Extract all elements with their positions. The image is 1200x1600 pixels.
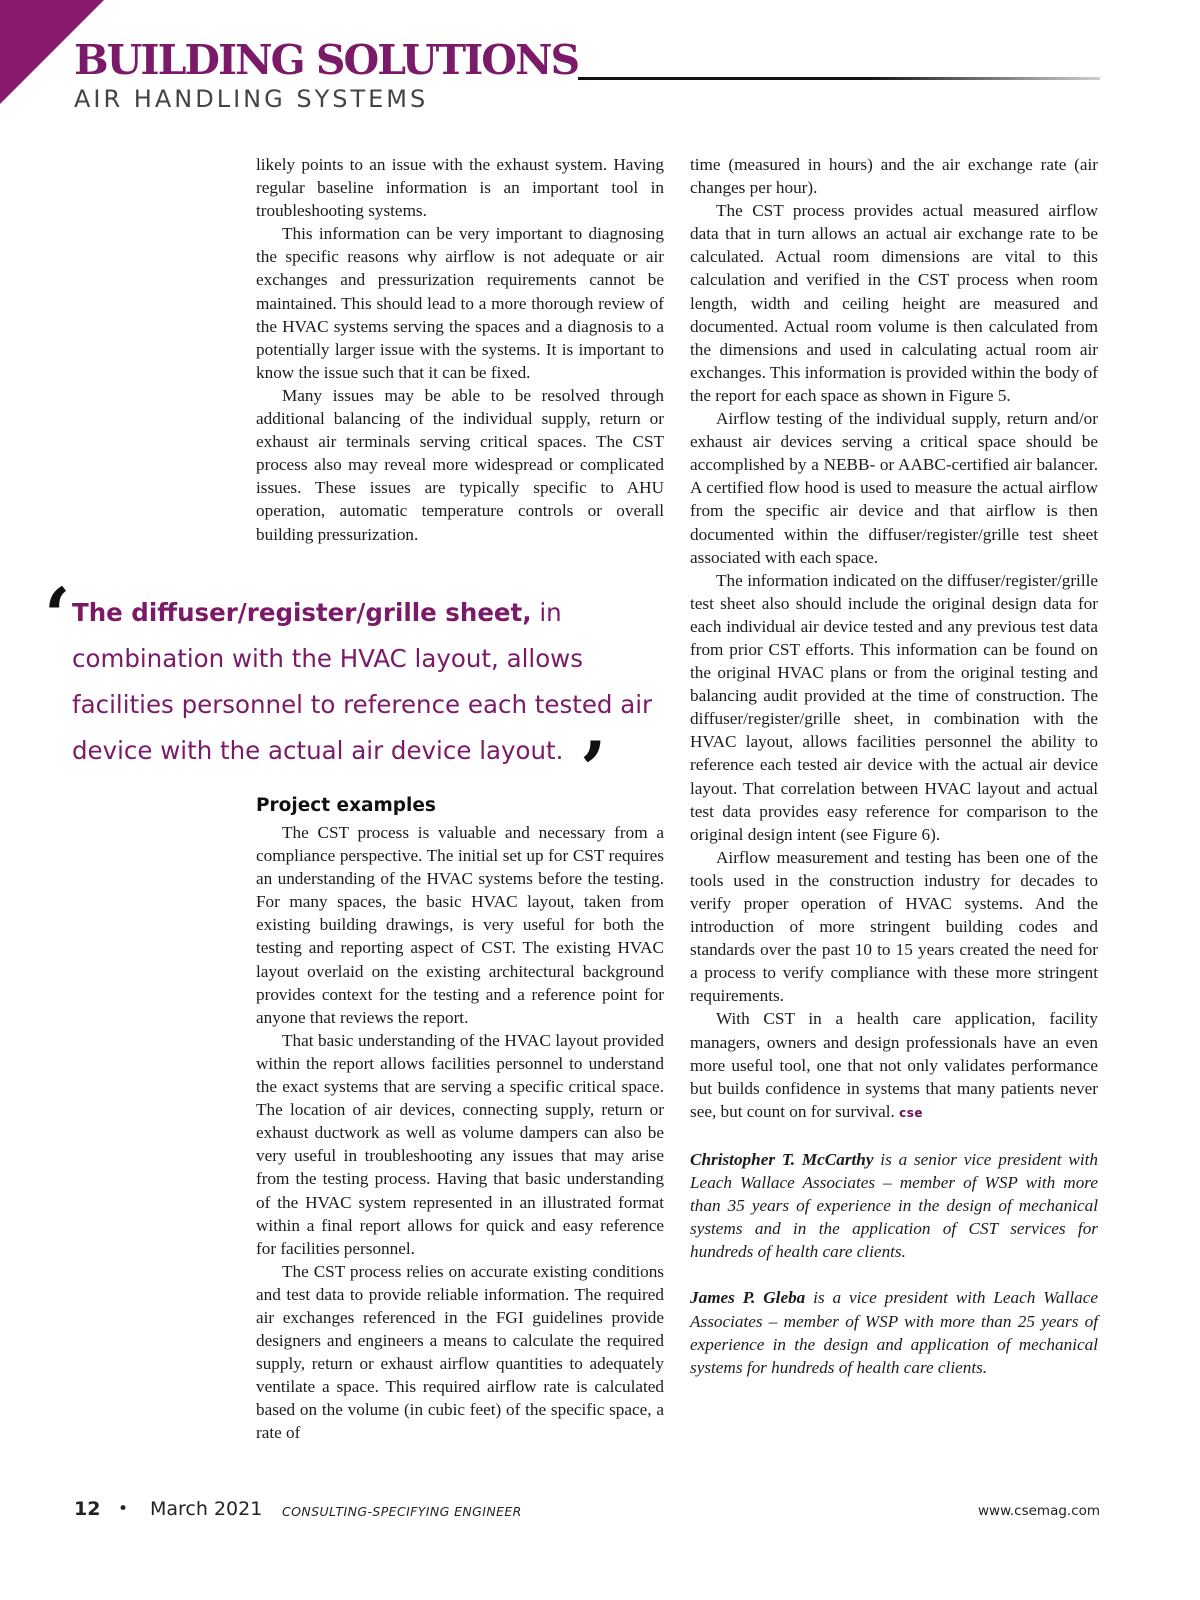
body-paragraph: The CST process provides actual measured airflow data that in turn allows an actual air exchange rate to be calculated. Actual room dimensions are vital to this calculation and verified in the CST process when room length, width and ceiling height are measured and documented. Actual room volume is then calculated from the dimensions and used in calculating actual room air exchanges. This information is provided within the body of the report for each space as shown in Figure 5. xyxy=(690,201,1098,405)
pull-quote-rest: in combination with the HVAC layout, allows facilities personnel to reference each tested air device with the actual air device layout. xyxy=(72,598,653,765)
close-quote-mark: ’ xyxy=(580,725,607,814)
body-paragraph: This information can be very important to diagnosing the specific reasons why airflow is not adequate or air exchanges and pressurization requirements cannot be maintained. This should lead to a more thorough review of the HVAC systems serving the spaces and a diagnosis to a potentially larger issue with the systems. It is important to know the issue such that it can be fixed. xyxy=(256,224,664,382)
body-paragraph: Airflow measurement and testing has been one of the tools used in the construction industry for decades to verify proper operation of HVAC systems. And the introduction of more stringent building codes and standards over the past 10 to 15 years created the need for a process to verify compliance with these more stringent requirements. xyxy=(690,847,1098,1006)
body-paragraph: The information indicated on the diffuser/register/grille test sheet also should include the original design data for each individual air device tested and any previous test data from prior CST efforts. This information can be found on the original HVAC plans or from the original testing and balancing audit provided at the time of construction. The diffuser/register/grille sheet, in combination with the HVAC layout, allows facilities personnel the ability to reference each tested air device with the actual air device layout. That correlation between HVAC layout and actual test data provides easy reference for comparison to the original design intent (see Figure 6). xyxy=(690,570,1098,844)
cse-end-mark: cse xyxy=(899,1105,923,1120)
publication-name: CONSULTING-SPECIFYING ENGINEER xyxy=(282,1504,522,1519)
author-bio-text: is a senior vice president with Leach Wallace Associates – member of WSP with more than 35 years of experience in the design of mechanical systems and in the application of CST services for hundreds of health care clients. xyxy=(690,1149,1098,1262)
closing-paragraph xyxy=(690,1007,1098,1124)
title-rule xyxy=(578,77,1100,80)
body-paragraph: Airflow testing of the individual supply, return and/or exhaust air devices serving a critical space should be accomplished by a NEBB- or AABC-certified air balancer. A certified flow hood is used to measure the actual airflow from the specific air device and that airflow is then documented within the diffuser/register/grille test sheet associated with each space. xyxy=(690,409,1098,567)
pull-quote xyxy=(72,590,662,774)
website-url[interactable]: www.csemag.com xyxy=(978,1503,1101,1519)
author-name: James P. Gleba xyxy=(690,1288,806,1308)
left-column-top xyxy=(256,153,664,546)
open-quote-mark: ‘ xyxy=(44,571,71,660)
footer-bullet: • xyxy=(118,1499,129,1519)
pull-quote-lead: The diffuser/register/grille sheet, xyxy=(72,598,532,627)
body-paragraph: time (measured in hours) and the air exchange rate (air changes per hour). xyxy=(690,155,1098,198)
body-paragraph: likely points to an issue with the exhaust system. Having regular baseline information is an important tool in troubleshooting systems. xyxy=(256,155,664,221)
page-number: 12 xyxy=(74,1498,101,1520)
author-bio xyxy=(690,1286,1098,1378)
section-subtitle: AIR HANDLING SYSTEMS xyxy=(74,85,429,113)
body-paragraph: Many issues may be able to be resolved through additional balancing of the individual supply, return or exhaust air terminals serving critical spaces. The CST process also may reveal more widespread or complicated issues. These issues are typically specific to AHU operation, automatic temperature controls or overall building pressurization. xyxy=(256,385,664,544)
closing-text: With CST in a health care application, facility managers, owners and design professionals have an even more useful tool, one that not only validates performance but builds confidence in systems that many patients never see, but count on for survival. xyxy=(690,1009,1098,1121)
left-column-bottom xyxy=(256,793,664,1445)
section-title: BUILDING SOLUTIONS xyxy=(74,36,579,84)
project-examples-heading: Project examples xyxy=(256,795,436,816)
body-paragraph: That basic understanding of the HVAC layout provided within the report allows facilities personnel to understand the exact systems that are serving a specific critical space. The location of air devices, connecting supply, return or exhaust ductwork as well as volume dampers can also be very useful in troubleshooting any issues that may arise from the testing process. Having that basic understanding of the HVAC system represented in an illustrated format within a final report allows for quick and easy reference for facilities personnel. xyxy=(256,1030,664,1258)
right-column xyxy=(690,153,1098,1379)
author-name: Christopher T. McCarthy xyxy=(690,1149,874,1169)
issue-date: March 2021 xyxy=(150,1498,263,1520)
body-paragraph: The CST process is valuable and necessary from a compliance perspective. The initial set up for CST requires an understanding of the HVAC systems before the testing. For many spaces, the basic HVAC layout, taken from existing building drawings, is very useful for both the testing and reporting aspect of CST. The existing HVAC layout overlaid on the existing architectural background provides context for the testing and a reference point for anyone that reviews the report. xyxy=(256,823,664,1027)
body-paragraph: The CST process relies on accurate existing conditions and test data to provide reliable information. The required air exchanges referenced in the FGI guidelines provide designers and engineers a means to calculate the required supply, return or exhaust airflow quantities to adequately ventilate a space. This required airflow rate is calculated based on the volume (in cubic feet) of the specific space, a rate of xyxy=(256,1261,664,1443)
author-bio-text: is a vice president with Leach Wallace Associates – member of WSP with more than 25 years of experience in the design and application of mechanical systems for hundreds of health care clients. xyxy=(690,1288,1098,1377)
author-bio xyxy=(690,1148,1098,1263)
